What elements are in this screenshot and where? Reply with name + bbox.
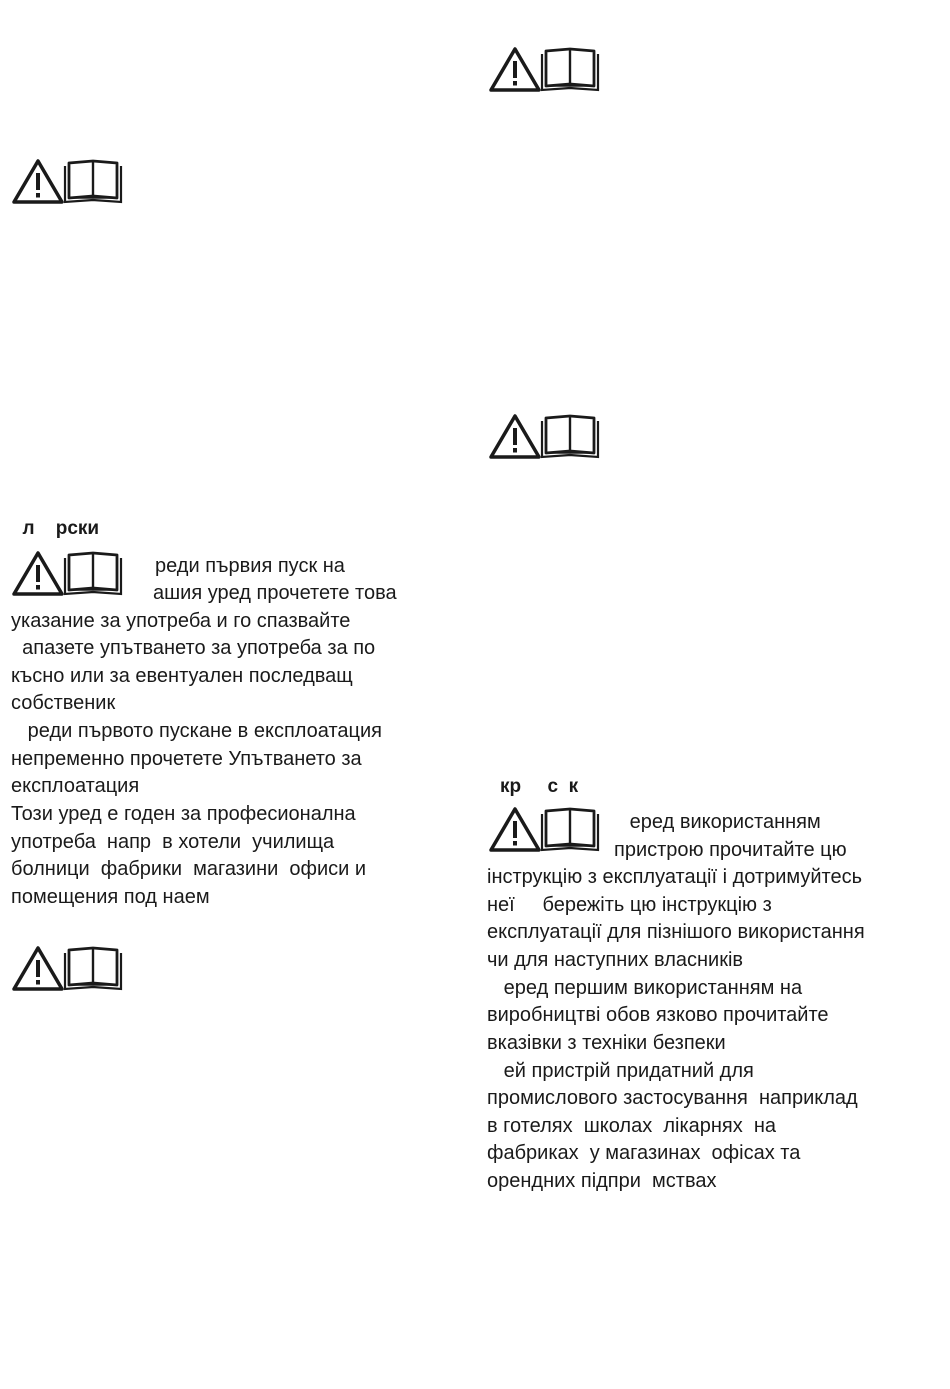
ukrainian-line: експлуатації для пізнішого використання <box>487 921 865 943</box>
open-book-icon <box>542 49 598 90</box>
open-book-icon <box>542 416 598 457</box>
bulgarian-line: Този уред е годен за професионална <box>11 803 356 825</box>
ukrainian-line: фабриках у магазинах офісах та <box>487 1142 801 1164</box>
bulgarian-line: употреба напр в хотели училища <box>11 831 335 853</box>
bulgarian-line: болници фабрики магазини офиси и <box>11 858 367 880</box>
open-book-icon <box>65 948 121 989</box>
ukrainian-line: пристрою прочитайте цю <box>614 839 847 861</box>
bulgarian-line: собственик <box>11 692 116 714</box>
open-book-icon <box>65 553 121 594</box>
safety-icons-1 <box>12 158 124 211</box>
warning-triangle-icon <box>491 49 539 90</box>
open-book-icon <box>65 161 121 202</box>
bulgarian-line: помещения под наем <box>11 886 210 908</box>
bulgarian-line: непременно прочетете Упътването за <box>11 748 362 770</box>
safety-icons-2 <box>489 46 601 99</box>
ukrainian-line: неї бережіть цю інструкцію з <box>487 894 772 916</box>
open-book-icon <box>542 809 598 850</box>
safety-icons-5 <box>12 945 124 998</box>
ukrainian-line: в готелях школах лікарнях на <box>487 1115 777 1137</box>
warning-triangle-icon <box>491 809 539 850</box>
ukrainian-line: еред першим використанням на <box>487 977 803 999</box>
warning-triangle-icon <box>14 553 62 594</box>
ukrainian-line: вказівки з техніки безпеки <box>487 1032 726 1054</box>
safety-icons-3 <box>489 413 601 466</box>
bulgarian-line: експлоатация <box>11 775 140 797</box>
bulgarian-line: апазете упътването за употреба за по <box>11 637 376 659</box>
bulgarian-line: реди първия пуск на <box>155 555 345 577</box>
ukrainian-line: ей пристрій придатний для <box>487 1060 754 1082</box>
ukrainian-line: еред використанням <box>613 811 821 833</box>
bulgarian-line: късно или за евентуален последващ <box>11 665 353 687</box>
ukrainian-line: виробництві обов язково прочитайте <box>487 1004 829 1026</box>
warning-triangle-icon <box>14 161 62 202</box>
safety-icons-bulgarian <box>12 550 124 603</box>
bulgarian-line: реди първото пускане в експлоатация <box>11 720 382 742</box>
warning-triangle-icon <box>491 416 539 457</box>
bulgarian-heading: л рски <box>12 518 100 539</box>
ukrainian-line: інструкцію з експлуатації і дотримуйтесь <box>487 866 863 888</box>
ukrainian-line: промислового застосування наприклад <box>487 1087 858 1109</box>
bulgarian-line: ашия уред прочетете това <box>153 582 397 604</box>
bulgarian-line: указание за употреба и го спазвайте <box>11 610 351 632</box>
ukrainian-line: орендних підпри мствах <box>487 1170 717 1192</box>
ukrainian-line: чи для наступних власників <box>487 949 744 971</box>
ukrainian-heading: кр с к <box>500 776 579 797</box>
safety-icons-ukrainian <box>489 806 601 859</box>
warning-triangle-icon <box>14 948 62 989</box>
